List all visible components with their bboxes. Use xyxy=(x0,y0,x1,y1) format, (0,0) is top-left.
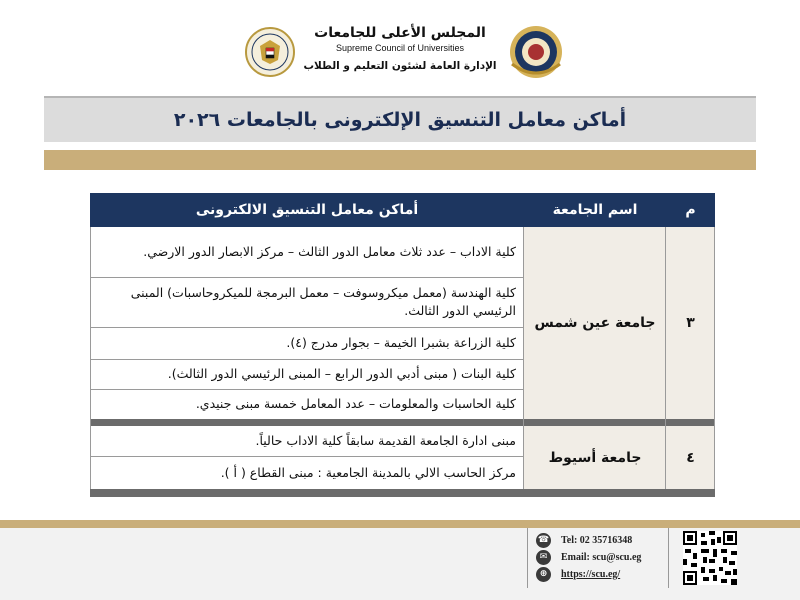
page-title: أماكن معامل التنسيق الإلكترونى بالجامعات ٢٠٢٦ xyxy=(173,109,627,131)
header-university: اسم الجامعة xyxy=(552,202,638,218)
column-divider xyxy=(523,227,524,489)
globe-icon: ⊕ xyxy=(536,567,551,582)
row-divider xyxy=(90,389,524,390)
table-row: كلية الزراعة بشبرا الخيمة – بجوار مدرج (٤). xyxy=(286,335,516,350)
contact-phone xyxy=(536,531,632,549)
qr-code-icon xyxy=(683,531,737,585)
council-seal-icon xyxy=(506,24,566,80)
egypt-emblem-logo xyxy=(244,24,296,80)
table-row: كلية الحاسبات والمعلومات – عدد المعامل خمسة مبنى جنيدي. xyxy=(195,396,516,411)
row-divider xyxy=(90,359,524,360)
website-link[interactable]: https://scu.eg/ xyxy=(561,568,621,580)
table-border-left xyxy=(90,227,91,489)
row-number-4: ٤ xyxy=(686,449,695,466)
contact-website xyxy=(536,565,620,583)
footer-gold-band xyxy=(0,520,800,528)
table-row: كلية البنات ( مبنى أدبي الدور الرابع – المبنى الرئيسي الدور الثالث). xyxy=(167,366,516,381)
footer xyxy=(0,528,800,600)
table-row: مبنى ادارة الجامعة القديمة سابقاً كلية الاداب حالياً. xyxy=(255,433,516,448)
table-bottom-bar xyxy=(90,489,715,497)
university-assiut: جامعة أسيوط xyxy=(548,449,642,466)
row-divider xyxy=(90,456,524,457)
table-row: كلية الاداب – عدد ثلاث معامل الدور الثالث – مركز الابصار الدور الارضي. xyxy=(143,244,516,259)
phone-icon: ☎ xyxy=(536,533,551,548)
column-divider xyxy=(665,227,666,489)
table-row: مركز الحاسب الالي بالمدينة الجامعية : مبنى القطاع ( أ ). xyxy=(220,464,516,480)
contact-email xyxy=(536,548,641,566)
phone-number: Tel: 02 35716348 xyxy=(561,534,633,546)
footer-divider xyxy=(527,528,528,588)
qr-code[interactable] xyxy=(683,531,737,585)
labs-table xyxy=(90,193,715,497)
org-name-english: Supreme Council of Universities xyxy=(335,43,465,53)
egypt-eagle-emblem-icon xyxy=(244,24,296,80)
table-border-right xyxy=(714,227,715,489)
organization-header xyxy=(300,24,500,75)
row-divider xyxy=(90,327,524,328)
header-number: م xyxy=(685,202,696,218)
footer-divider xyxy=(668,528,669,588)
envelope-icon: ✉ xyxy=(536,550,551,565)
university-ain-shams: جامعة عين شمس xyxy=(534,315,656,331)
council-seal-logo xyxy=(506,24,566,80)
table-row: كلية الهندسة (معمل ميكروسوفت – معمل البرمجة للميكروحاسبات) المبنى الرئيسي الدور الثالث. xyxy=(130,285,516,318)
row-number-3: ٣ xyxy=(686,315,695,331)
header-locations: أماكن معامل التنسيق الالكترونى xyxy=(195,202,419,218)
group-separator xyxy=(90,419,715,426)
table-header xyxy=(90,193,715,227)
gold-band xyxy=(44,150,756,170)
row-divider xyxy=(90,277,524,278)
title-bar xyxy=(44,96,756,142)
email-address[interactable]: Email: scu@scu.eg xyxy=(561,551,642,563)
department-name: الإدارة العامة لشئون التعليم و الطلاب xyxy=(303,60,497,72)
org-name-arabic: المجلس الأعلى للجامعات xyxy=(314,25,486,41)
